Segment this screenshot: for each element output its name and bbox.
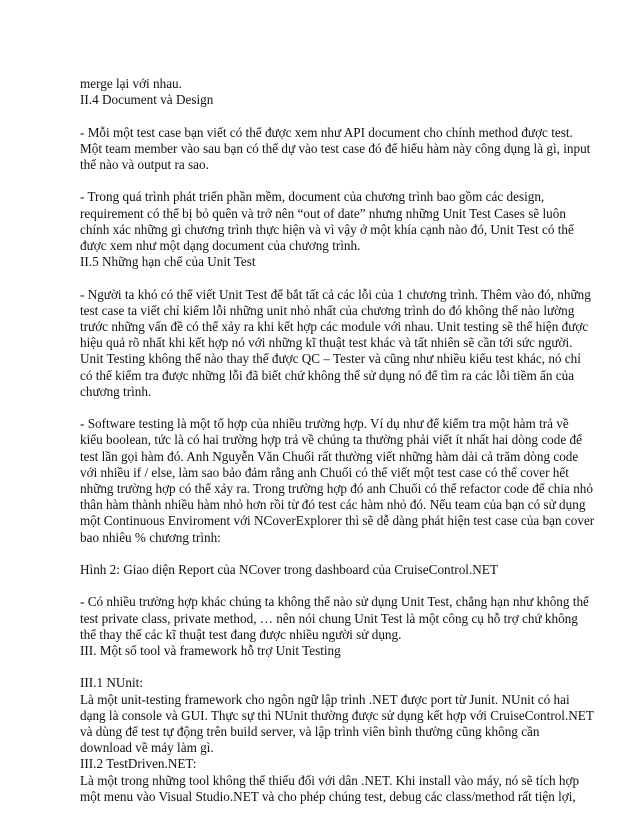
paragraph-gap xyxy=(80,578,588,594)
text-line: kiểu boolean, tức là có hai trường hợp trả về chúng ta thường phải viết ít nhất hai dòng code để xyxy=(80,432,582,448)
text-line: chính xác những gì chương trình thực hiện và vì vậy ở một khía cạnh nào đó, Unit Test có thể xyxy=(80,221,574,237)
text-line: test case ta viết chỉ kiểm lỗi những unit nhỏ nhất của chương trình do đó không thể nào lường xyxy=(80,302,575,318)
text-line: trước những vấn đề có thể xảy ra khi kết hợp các module với nhau. Unit testing sẽ thể hiện được xyxy=(80,319,589,334)
text-line: được xem như một dạng document của chương trình. xyxy=(80,238,361,253)
text-line: Là một unit-testing framework cho ngôn ngữ lập trình .NET được port từ Junit. NUnit có hai xyxy=(80,691,570,707)
text-line: thân hàm thành nhiều hàm nhỏ hơn rồi từ đó test các hàm nhỏ đó. Nếu team của bạn có sử dụng xyxy=(80,497,586,513)
text-line: với nhiều if / else, làm sao bảo đảm rằng anh Chuối có thể viết một test case có thể cover hết xyxy=(80,464,569,480)
text-line: thế nào và output ra sao. xyxy=(80,157,209,172)
text-line: - Software testing là một tổ hợp của nhiều trường hợp. Ví dụ như để kiểm tra một hàm trả về xyxy=(80,416,569,432)
paragraph-gap xyxy=(80,108,588,124)
text-line: bao nhiêu % chương trình: xyxy=(80,529,221,545)
text-line: III.1 NUnit: xyxy=(80,675,143,691)
text-line: test private class, private method, … nên nói chung Unit Test là một công cụ hỗ trợ chứ không xyxy=(80,610,578,626)
text-line: Là một trong những tool không thể thiếu đối với dân .NET. Khi install vào máy, nó sẽ tích hợp xyxy=(80,772,580,788)
text-line: những trường hợp có thể xảy ra. Trong trường hợp đó anh Chuối có thể refactor code để chia nhỏ xyxy=(80,481,593,497)
text-line: Một team member vào sau bạn có thể dự vào test case đó để hiểu hàm này công dụng là gì, input xyxy=(80,140,591,156)
text-line: dạng là console và GUI. Thực sự thì NUnit thường được sử dụng kết hợp với CruiseControl.NET xyxy=(80,707,594,723)
paragraph-gap xyxy=(80,400,588,416)
text-line: - Trong quá trình phát triển phần mềm, document của chương trình bao gồm các design, xyxy=(80,189,545,205)
text-line: một Continuous Enviroment với NCoverExplorer thì sẽ dễ dàng phát hiện test case của bạn cover xyxy=(80,513,595,529)
text-line: II.5 Những hạn chế của Unit Test xyxy=(80,254,256,270)
text-line: - Có nhiều trường hợp khác chúng ta không thể nào sử dụng Unit Test, chẳng hạn như không thể xyxy=(80,594,589,610)
text-line: II.4 Document và Design xyxy=(80,92,214,108)
text-line: download về máy làm gì. xyxy=(80,740,214,756)
paragraph-gap xyxy=(80,546,588,562)
text-line: Unit Testing không thể nào thay thế được QC – Tester và cũng như nhiều kiểu test khác, nó chỉ xyxy=(80,351,581,367)
text-line: test lần gọi hàm đó. Anh Nguyễn Văn Chuối rất thường viết những hàm dài cả trăm dòng code xyxy=(80,448,579,464)
text-line: hiệu quả rõ nhất khi kết hợp nó với những kĩ thuật test khác và tất nhiên sẽ cần tới sức người. xyxy=(80,335,573,351)
paragraph-gap xyxy=(80,270,588,286)
text-line: có thể kiểm tra được những lỗi đã biết chứ không thể sử dụng nó để tìm ra các lỗi tiềm ẩn của xyxy=(80,367,575,383)
text-line: merge lại với nhau. xyxy=(80,76,182,91)
paragraph-gap xyxy=(80,659,588,675)
text-line: requirement có thể bị bỏ quên và trở nên “out of date” nhưng những Unit Test Cases sẽ luôn xyxy=(80,205,566,221)
text-line: một menu vào Visual Studio.NET và cho phép chúng test, debug các class/method rất tiện lợi, xyxy=(80,788,576,804)
text-line: - Người ta khó có thể viết Unit Test để bắt tất cả các lỗi của 1 chương trình. Thêm vào đó, những xyxy=(80,286,591,302)
text-line: thể thay thế các kĩ thuật test đang được nhiều người sử dụng. xyxy=(80,626,402,642)
text-line: III.2 TestDriven.NET: xyxy=(80,756,197,772)
text-line: Hình 2: Giao diện Report của NCover trong dashboard của CruiseControl.NET xyxy=(80,562,498,578)
paragraph-gap xyxy=(80,173,588,189)
text-line: và dùng để test tự động trên build server, và lập trình viên bình thường cũng không cần xyxy=(80,724,540,740)
text-line: - Mỗi một test case bạn viết có thể được xem như API document cho chính method được test. xyxy=(80,124,573,140)
text-line: chương trình. xyxy=(80,383,152,399)
text-line: III. Một số tool và framework hỗ trợ Unit Testing xyxy=(80,643,341,659)
